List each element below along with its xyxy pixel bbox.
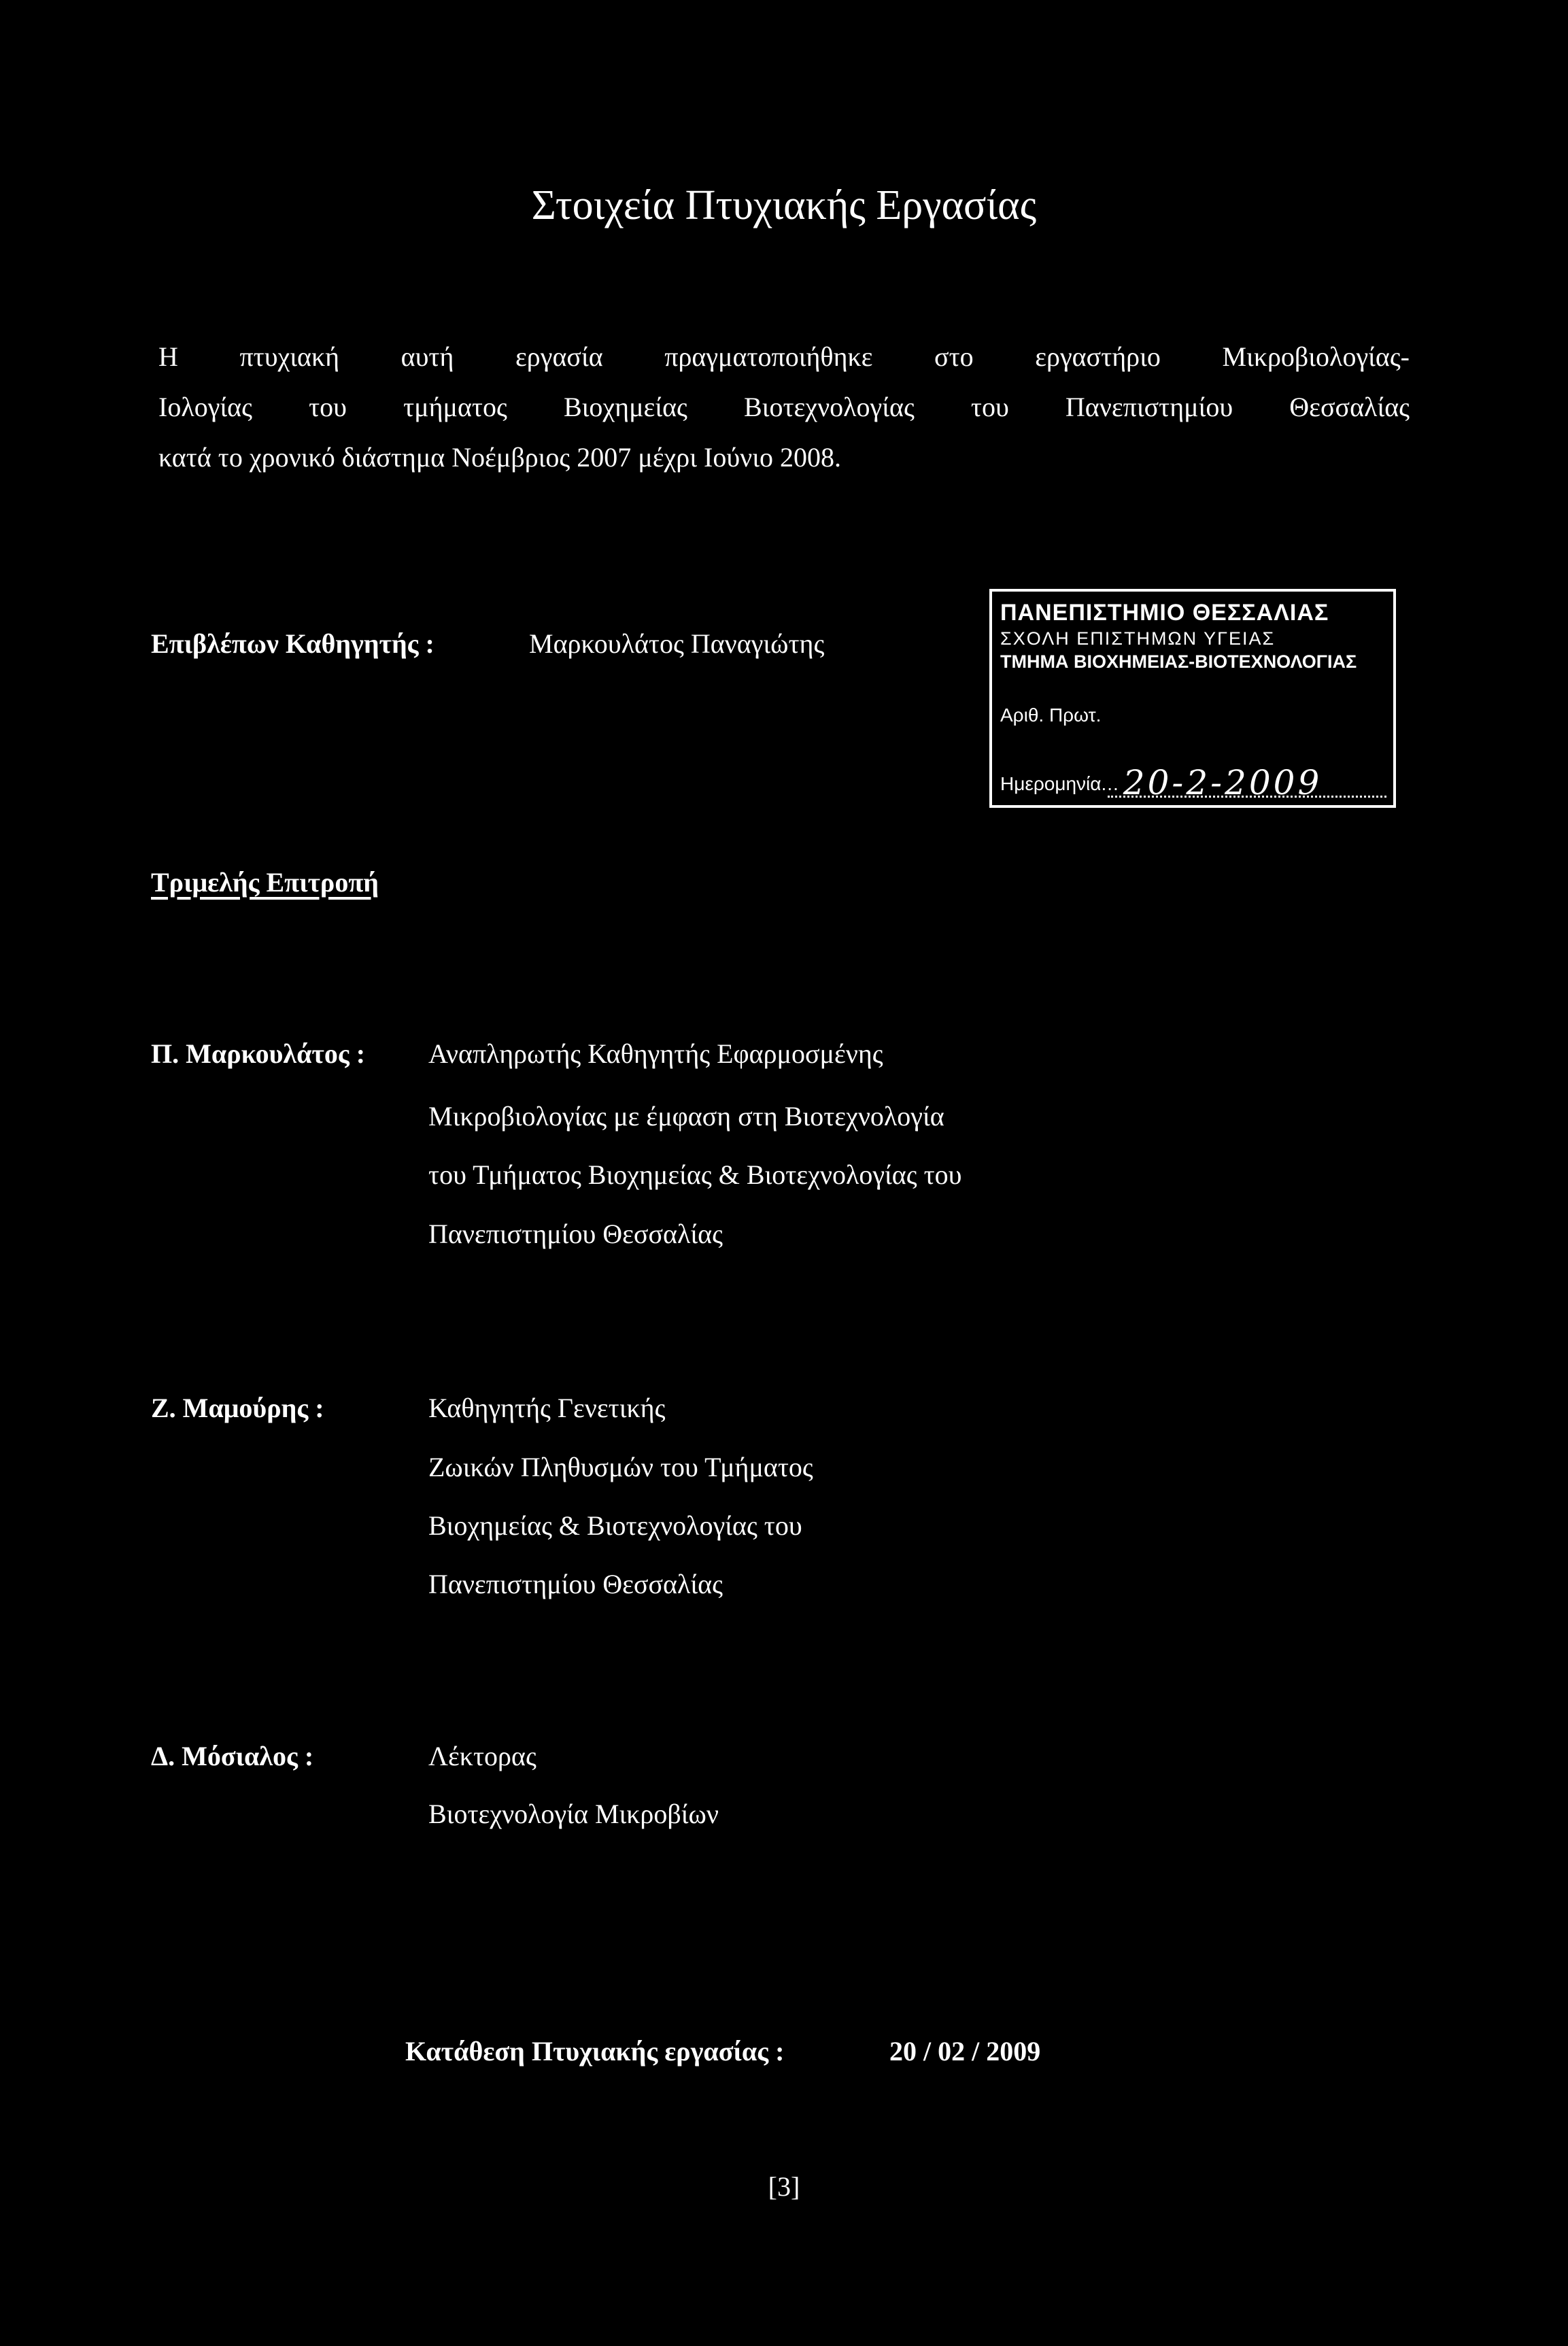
stamp-university: ΠΑΝΕΠΙΣΤΗΜΙΟ ΘΕΣΣΑΛΙΑΣ	[1000, 600, 1329, 626]
stamp-date-label: Ημερομηνία	[1000, 773, 1102, 794]
member-2-line-4: Πανεπιστημίου Θεσσαλίας	[428, 1569, 723, 1599]
stamp-handwritten-date: 20-2-2009	[1123, 763, 1323, 802]
stamp-school: ΣΧΟΛΗ ΕΠΙΣΤΗΜΩΝ ΥΓΕΙΑΣ	[1000, 628, 1276, 649]
page-number: [3]	[768, 2171, 800, 2202]
member-3-name: Δ. Μόσιαλος :	[151, 1741, 314, 1771]
stamp-department: ΤΜΗΜΑ ΒΙΟΧΗΜΕΙΑΣ-ΒΙΟΤΕΧΝΟΛΟΓΙΑΣ	[1000, 651, 1357, 672]
supervisor-label: Επιβλέπων Καθηγητής :	[151, 628, 434, 659]
member-1-line-2: Μικροβιολογίας με έμφαση στη Βιοτεχνολογία	[428, 1101, 944, 1132]
member-1-line-4: Πανεπιστημίου Θεσσαλίας	[428, 1219, 723, 1249]
member-2-line-3: Βιοχημείας & Βιοτεχνολογίας του	[428, 1510, 802, 1541]
supervisor-name: Μαρκουλάτος Παναγιώτης	[529, 628, 825, 659]
intro-line-1: Η πτυχιακή αυτή εργασία πραγματοποιήθηκε στο εργαστήριο Μικροβιολογίας-	[158, 341, 1410, 372]
deposit-date: 20 / 02 / 2009	[889, 2036, 1041, 2067]
member-1-name: Π. Μαρκουλάτος :	[151, 1038, 366, 1069]
member-1-line-3: του Τμήματος Βιοχημείας & Βιοτεχνολογίας του	[428, 1159, 962, 1190]
member-3-line-2: Βιοτεχνολογία Μικροβίων	[428, 1799, 719, 1829]
stamp-protocol-label: Αριθ. Πρωτ.	[1000, 704, 1102, 726]
intro-line-2: Ιολογίας του τμήματος Βιοχημείας Βιοτεχνολογίας του Πανεπιστημίου Θεσσαλίας	[158, 392, 1410, 422]
intro-paragraph	[158, 332, 1410, 483]
intro-line-3: κατά το χρονικό διάστημα Νοέμβριος 2007 μέχρι Ιούνιο 2008.	[158, 442, 841, 473]
member-2-line-2: Ζωικών Πληθυσμών του Τμήματος	[428, 1452, 813, 1482]
member-1-line-1: Αναπληρωτής Καθηγητής Εφαρμοσμένης	[428, 1038, 883, 1069]
deposit-label: Κατάθεση Πτυχιακής εργασίας :	[405, 2036, 785, 2067]
committee-heading: Τριμελής Επιτροπή	[151, 867, 379, 898]
member-3-line-1: Λέκτορας	[428, 1741, 536, 1771]
page-title: Στοιχεία Πτυχιακής Εργασίας	[531, 182, 1037, 228]
university-stamp	[989, 589, 1396, 808]
stamp-date-dotted-line	[1108, 796, 1386, 798]
member-2-line-1: Καθηγητής Γενετικής	[428, 1393, 666, 1423]
stamp-date-row: Ημερομηνία... 20-2-2009	[1000, 763, 1323, 802]
member-2-name: Ζ. Μαμούρης :	[151, 1393, 324, 1423]
